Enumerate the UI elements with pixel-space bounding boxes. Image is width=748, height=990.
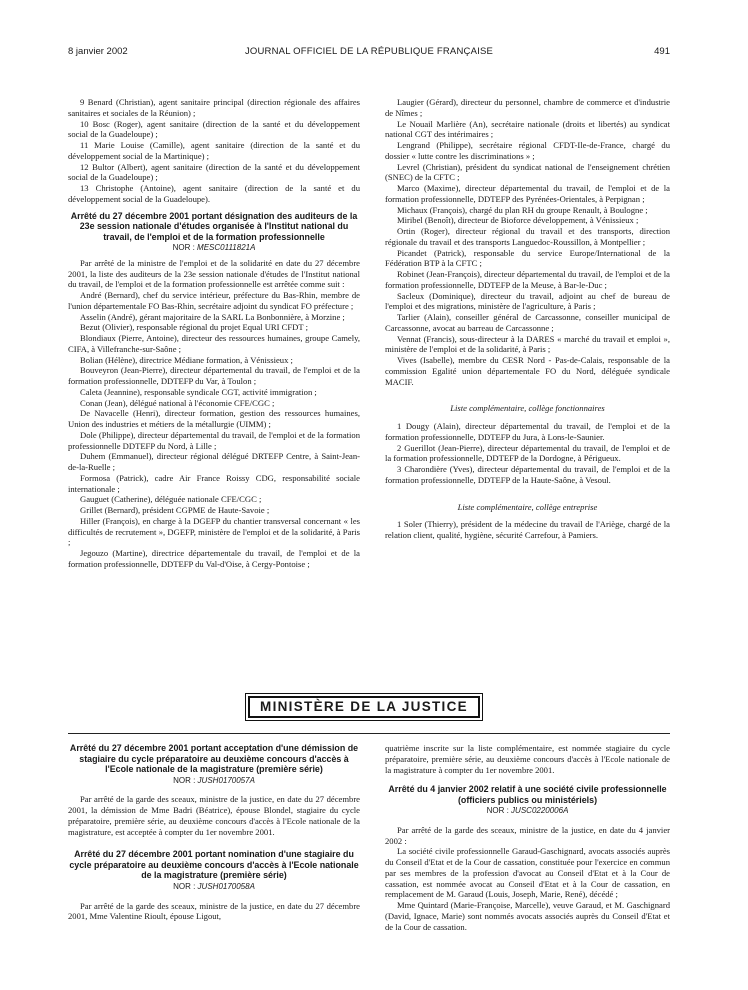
nor-reference: NOR : JUSH0170057A [173, 775, 255, 785]
arrete-text-continued: quatrième inscrite sur la liste complémentaire, est nommée stagiaire du cycle préparatoire, première série, au deuxième concours d'accès à l'Ecole nationale de la magistrature à compter du 1er novembre 2001. [385, 743, 670, 775]
column-1 [68, 97, 360, 570]
list-item: Vives (Isabelle), membre du CESR Nord - Pas-de-Calais, responsable de la commission Egalité union départementale FO du Nord, déléguée syndicale MACIF. [385, 355, 670, 387]
column-4 [385, 743, 670, 932]
list-item: André (Bernard), chef du service intérieur, préfecture du Bas-Rhin, membre de l'union départementale FO Bas-Rhin, secrétaire adjoint du syndicat FO préfecture ; [68, 290, 360, 311]
list-item: Levrel (Christian), président du syndicat national de l'enseignement chrétien (SNEC) de la CFTC ; [385, 161, 670, 183]
list-item: 9 Benard (Christian), agent sanitaire principal (direction régionale des affaires sanitaires et sociales de la Réunion) ; [68, 97, 360, 118]
list-item: Tarlier (Alain), conseiller général de Carcassonne, conseiller municipal de Carcassonne, avocat au barreau de Carcassonne ; [385, 312, 670, 333]
arrete-text: Par arrêté de la garde des sceaux, ministre de la justice, en date du 27 décembre 2001, Mme Valentine Rioult, épouse Ligout, [68, 900, 360, 922]
list-item: Bolian (Hélène), directrice Médiane formation, à Vénissieux ; [80, 354, 293, 365]
arrete-text: Mme Quintard (Marie-Françoise, Marcelle), veuve Garaud, et M. Gaschignard (David, Ignace, Marie) sont nommés avocats associés auprès du Conseil d'Etat et de la Cour de cassation. [385, 900, 670, 932]
column-2 [385, 97, 670, 541]
list-item: Asselin (André), gérant majoritaire de la SARL La Bonbonnière, à Morzine ; [80, 311, 345, 322]
arrete-title: Arrêté du 27 décembre 2001 portant désignation des auditeurs de la 23e session nationale d'études organisée à l'Institut national du travail, de l'emploi et de la formation professionnelle [70, 210, 358, 242]
list-heading-entreprise: Liste complémentaire, collège entreprise [457, 501, 598, 512]
arrete-title: Arrêté du 27 décembre 2001 portant nomination d'une stagiaire du cycle préparatoire au deuxième concours d'accès à l'Ecole nationale de la magistrature (première série) [69, 849, 359, 881]
list-item: Laugier (Gérard), directeur du personnel, chambre de commerce et d'industrie de Nîmes ; [385, 97, 670, 118]
nor-reference: NOR : MESC0111821A [172, 243, 256, 253]
list-item: Lengrand (Philippe), secrétaire régional CFDT-Ile-de-France, chargé du dossier « lutte contre les discriminations » ; [385, 140, 670, 161]
list-item: Gauguet (Catherine), déléguée nationale CFE/CGC ; [80, 494, 262, 505]
list-item: 11 Marie Louise (Camille), agent sanitaire (direction de la santé et du développement social de la Martinique) ; [68, 140, 360, 161]
header-date: 8 janvier 2002 [68, 46, 128, 57]
list-item: Bouveyron (Jean-Pierre), directeur départemental du travail, de l'emploi et de la formation professionnelle, DDTEFP du Var, à Toulon ; [68, 365, 360, 387]
list-item: Duhem (Emmanuel), directeur régional délégué DRTEFP Centre, à Saint-Jean-de-la-Ruelle ; [68, 451, 360, 473]
nor-reference: NOR : JUSH0170058A [173, 882, 255, 892]
nor-reference: NOR : JUSC0220006A [486, 806, 569, 816]
list-item: Michaux (François), chargé du plan RH du groupe Renault, à Boulogne ; [397, 204, 648, 215]
header-page-number: 491 [654, 46, 670, 57]
list-item: Ortin (Roger), directeur régional du travail et des transports, direction régionale du travail et des transports Languedoc-Roussillon, à Montpellier ; [385, 226, 670, 247]
list-item: Blondiaux (Pierre, Antoine), directeur des ressources humaines, groupe Camely, CIFA, à Villefranche-sur-Saône ; [68, 333, 360, 354]
arrete-title: Arrêté du 4 janvier 2002 relatif à une société civile professionnelle (officiers publics ou ministériels) [388, 784, 667, 805]
list-item: Miribel (Benoît), directeur de Bioforce développement, à Vénissieux ; [397, 215, 639, 226]
column-3 [68, 743, 360, 922]
list-item: Vennat (Francis), sous-directeur à la DARES « marché du travail et emploi », ministère de l'emploi et de la solidarité, à Paris ; [385, 333, 670, 355]
header-journal-title: JOURNAL OFFICIEL DE LA RÉPUBLIQUE FRANÇAISE [244, 46, 494, 57]
list-item: Marco (Maxime), directeur départemental du travail, de l'emploi et de la formation professionnelle, DDTEFP des Pyrénées-Orientales, à Perpignan ; [385, 183, 670, 204]
list-item: Robinet (Jean-François), directeur départemental du travail, de l'emploi et de la formation professionnelle, DDTEFP de la Meuse, à Bar-le-Duc ; [385, 269, 670, 290]
list-item: Hiller (François), en charge à la DGEFP du chantier transversal concernant « les difficultés de recrutement », DGEFP, ministère de l'emploi et de la solidarité, à Paris ; [68, 515, 360, 548]
arrete-intro: Par arrêté de la ministre de l'emploi et de la solidarité en date du 27 décembre 2001, la liste des auditeurs de la 23e session nationale d'études de l'Institut national du travail, de l'emploi et de la formation professionnelle est arrêtée comme suit : [68, 257, 360, 290]
list-item: 13 Christophe (Antoine), agent sanitaire (direction de la santé et du développement social de la Guadeloupe). [68, 183, 360, 204]
list-item: 2 Guerillot (Jean-Pierre), directeur départemental du travail, de l'emploi et de la formation professionnelle, DDTEFP de la Dordogne, à Périgueux. [385, 442, 670, 464]
list-item: 10 Bosc (Roger), agent sanitaire (direction de la santé et du développement social de la Guadeloupe) ; [68, 118, 360, 140]
arrete-text: La société civile professionnelle Garaud-Gaschignard, avocats associés auprès du Conseil d'Etat et de la Cour de cassation, constituée pour l'exercice en commun par ses membres de la profession d'avocat au Conseil d'Etat et à la Cour de cassation, est nommée avocat au Conseil d'Etat et à la Cour de cassation, en remplacement de M. Garaud (Louis, Joseph, Marie, René), décédé ; [385, 846, 670, 900]
list-item: 12 Bultor (Albert), agent sanitaire (direction de la santé et du développement social de la Guadeloupe) ; [68, 161, 360, 183]
ministry-heading: MINISTÈRE DE LA JUSTICE [248, 696, 480, 718]
section-divider [68, 733, 670, 734]
page-header [68, 46, 670, 60]
list-item: Grillet (Bernard), président CGPME de Haute-Savoie ; [80, 505, 270, 516]
list-item: 1 Dougy (Alain), directeur départemental du travail, de l'emploi et de la formation professionnelle, DDTEFP du Jura, à Lons-le-Saunier. [385, 421, 670, 442]
list-item: 3 Charondière (Yves), directeur départemental du travail, de l'emploi et de la formation professionnelle, DDTEFP de la Haute-Saône, à Vesoul. [385, 464, 670, 485]
list-item: Dole (Philippe), directeur départemental du travail, de l'emploi et de la formation professionnelle DDTEFP du Nord, à Lille ; [68, 429, 360, 451]
list-item: Formosa (Patrick), cadre Air France Roissy CDG, responsabilité sociale internationale ; [68, 472, 360, 494]
list-item: Le Nouail Marlière (An), secrétaire nationale (droits et libertés) au syndicat national CGT des intérimaires ; [385, 118, 670, 140]
list-item: Sacleux (Dominique), directeur du travail, adjoint au chef de bureau de l'emploi et des migrations, ministère de l'agriculture, à Paris ; [385, 290, 670, 312]
list-item: Conan (Jean), délégué national à l'économie CFE/CGC ; [80, 397, 275, 408]
list-item: Bezut (Olivier), responsable régional du projet Equal URI CFDT ; [80, 322, 309, 333]
arrete-title: Arrêté du 27 décembre 2001 portant acceptation d'une démission de stagiaire du cycle préparatoire au deuxième concours d'accès à l'Ecole nationale de la magistrature (première série) [69, 743, 359, 775]
arrete-text: Par arrêté de la garde des sceaux, ministre de la justice, en date du 4 janvier 2002 : [385, 824, 670, 846]
list-heading-fonctionnaires: Liste complémentaire, collège fonctionnaires [450, 403, 605, 414]
list-item: Jegouzo (Martine), directrice départementale du travail, de l'emploi et de la formation professionnelle, DDTEFP du Val-d'Oise, à Cergy-Pontoise ; [68, 548, 360, 569]
list-item: De Navacelle (Henri), directeur formation, gestion des ressources humaines, Union des industries et métiers de la métallurgie (UIMM) ; [68, 408, 360, 430]
list-item: 1 Soler (Thierry), président de la médecine du travail de l'Ariège, chargé de la relation client, qualité, hygiène, sécurité Carrefour, à Pamiers. [385, 519, 670, 540]
arrete-text: Par arrêté de la garde des sceaux, ministre de la justice, en date du 27 décembre 2001, la démission de Mme Badri (Béatrice), épouse Blondel, stagiaire du cycle préparatoire, première série, au deuxième concours d'accès à l'Ecole nationale de la magistrature, est acceptée à compter du 1er novembre 2001. [68, 794, 360, 837]
list-item: Picandet (Patrick), responsable du service Europe/International de la Fédération BTP à la CFTC ; [385, 247, 670, 269]
list-item: Caleta (Jeannine), responsable syndicale CGT, activité immigration ; [80, 386, 317, 397]
